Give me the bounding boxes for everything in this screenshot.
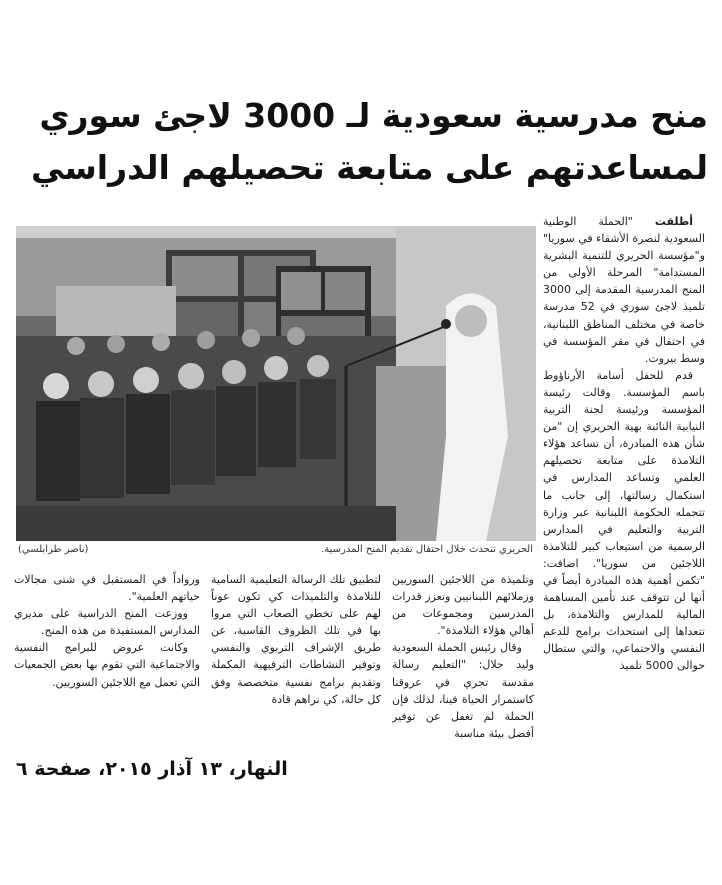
source-footer: النهار، ١٣ آذار ٢٠١٥، صفحة ٦ xyxy=(16,758,288,780)
article-paragraph: ورواداً في المستقبل في شتى مجالات حياتهم العلمية". xyxy=(14,573,200,604)
article-column-bottom-1 xyxy=(392,571,534,741)
article-paragraph: وتلميذة من اللاجئين السوريين وزملائهم اللبنانيين وتعزز قدرات المدرسين ومجموعات من أهالي هؤلاء التلامذة". xyxy=(392,573,534,638)
article-column-bottom-3 xyxy=(14,571,200,741)
lead-word: أطلقت xyxy=(654,215,693,228)
article-column-right xyxy=(543,213,705,837)
article-paragraph: لتطبيق تلك الرسالة التعليمية السامية للتلامذة والتلميذات كي تكون عوناً لهم على تخطي الصعاب التي مروا بها في تلك الظروف القاسية، عن طريق الإشراف التربوي والنفسي وتوفير النشاطات الترفيهية المكملة وتقديم برامج نفسية متخصصة وفق كل حالة، كي نراهم قادة xyxy=(211,573,381,706)
article-paragraph: وقال رئيس الحملة السعودية وليد جلال: "التعليم رسالة مقدسة تجري في عروقنا كاستمرار الحياة فينا، لذلك فإن الحملة لم تغفل عن توفير أفضل بيئة مناسبة xyxy=(392,641,534,740)
article-paragraph: ووزعت المنح الدراسية على مديري المدارس المستفيدة من هذه المنح. xyxy=(14,607,200,638)
headline-line-2: لمساعدتهم على متابعة تحصيلهم الدراسي xyxy=(30,148,708,187)
article-column-bottom-2 xyxy=(211,571,381,741)
photo-credit: (ناصر طرابلسي) xyxy=(18,544,89,555)
paragraph-text: "الحملة الوطنية السعودية لنصرة الأشقاء في سوريا" و"مؤسسة الحريري للتنمية البشرية المستدامة" المرحلة الأولى من المنح المدرسية المقدمة إلى 3000 تلميذ لاجئ سوري في 52 مدرسة خاصة في مختلف المناطق اللبنانية، في احتفال في مقر المؤسسة في وسط بيروت. xyxy=(543,215,705,365)
article-paragraph: وكانت عروض للبرامج النفسية والاجتماعية التي تقوم بها بعض الجمعيات التي تعمل مع اللاجئين السوريين. xyxy=(14,641,200,689)
photo-caption: الحريري تتحدث خلال احتفال تقديم المنح المدرسية. xyxy=(321,544,533,555)
article-paragraph-2: قدم للحفل أسامة الأرناؤوط باسم المؤسسة. وقالت رئيسة المؤسسة ورئيسة لجنة التربية النيابية النائبة بهية الحريري إن "من شأن هذه المبادرة، أن تساعد هؤلاء التلامذة على متابعة تحصيلهم العلمي وتساعد المدارس في استكمال رسالتها، إلى جانب ما تتحمله الحكومة اللبنانية عبر وزارة التربية والتعليم في المدارس الرسمية من استيعاب كبير للتلامذة اللاجئين من سوريا". اضافت: "تكمن أهمية هذه المبادرة أيضاً في أنها لن تتوقف عند تأمين المساهمة المالية للمدارس والتلامذة، بل تتعداها إلى استحداث برامج للدعم النفسي والاجتماعي، والتي ستطال حوالى 5000 تلميذ xyxy=(543,368,705,673)
article-paragraph-1 xyxy=(543,213,705,367)
event-photo xyxy=(16,226,536,541)
headline-line-1: منح مدرسية سعودية لـ 3000 لاجئ سوري xyxy=(39,96,708,135)
